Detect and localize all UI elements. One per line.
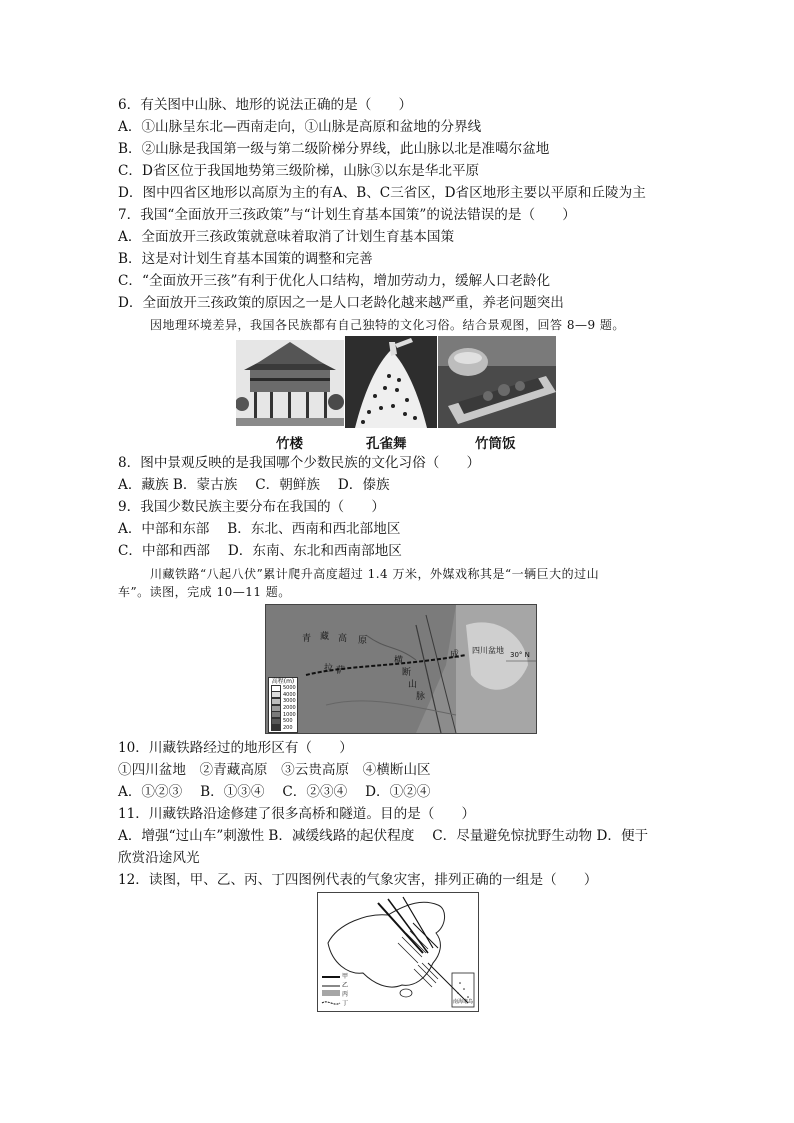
map-place-label: 拉 bbox=[324, 664, 334, 674]
legend-value: 3000 bbox=[283, 698, 296, 705]
q6-option-b: B．②山脉是我国第一级与第二级阶梯分界线，此山脉以北是准噶尔盆地 bbox=[118, 141, 550, 157]
q6-stem: 6．有关图中山脉、地形的说法正确的是（ ） bbox=[118, 97, 413, 113]
q11-stem: 11．川藏铁路沿途修建了很多高桥和隧道。目的是（ ） bbox=[118, 806, 476, 822]
inset-label: 南海诸岛 bbox=[453, 999, 474, 1005]
photo-bamboo-rice bbox=[438, 336, 556, 428]
map-place-label: 横 bbox=[394, 656, 404, 666]
caption-bamboo-house: 竹楼 bbox=[276, 436, 303, 452]
sichuan-tibet-relief-map bbox=[265, 604, 537, 734]
q11-options-line1: A．增强“过山车”刺激性 B．减缓线路的起伏程度 C．尽量避免惊扰野生动物 D．便于 bbox=[118, 828, 649, 844]
q7-stem: 7．我国“全面放开三孩政策”与“计划生育基本国策”的说法错误的是（ ） bbox=[118, 207, 576, 223]
legend-value: 200 bbox=[283, 724, 293, 731]
q7-option-d: D．全面放开三孩政策的原因之一是人口老龄化越来越严重，养老问题突出 bbox=[118, 295, 564, 311]
q11-options-line2: 欣赏沿途风光 bbox=[118, 850, 200, 866]
legend-value: 5000 bbox=[283, 685, 296, 692]
latitude-label: 30° N bbox=[510, 651, 530, 659]
q10-options: A．①②③ B．①③④ C．②③④ D．①②④ bbox=[118, 784, 431, 800]
weather-disaster-map bbox=[317, 892, 479, 1012]
map-place-label: 脉 bbox=[416, 692, 426, 702]
legend-swatch bbox=[271, 724, 281, 731]
q10-items: ①四川盆地 ②青藏高原 ③云贵高原 ④横断山区 bbox=[118, 762, 431, 778]
disaster-legend-label: 甲 bbox=[342, 973, 349, 980]
elevation-legend bbox=[268, 677, 298, 733]
q9-options-ab: A．中部和东部 B．东北、西南和西北部地区 bbox=[118, 521, 401, 537]
map-place-label: 原 bbox=[358, 636, 368, 646]
q9-stem: 9．我国少数民族主要分布在我国的（ ） bbox=[118, 499, 385, 515]
q8-options: A．藏族 B．蒙古族 C．朝鲜族 D．傣族 bbox=[118, 477, 390, 493]
legend-value: 2000 bbox=[283, 705, 296, 712]
legend-value: 4000 bbox=[283, 691, 296, 698]
legend-row bbox=[269, 725, 297, 732]
q6-option-d: D．图中四省区地形以高原为主的有A、B、C三省区，D省区地形主要以平原和丘陵为主 bbox=[118, 185, 646, 201]
map-place-label: 高 bbox=[338, 634, 348, 644]
disaster-legend-label: 丁 bbox=[342, 1000, 349, 1007]
caption-peacock-dance: 孔雀舞 bbox=[366, 436, 407, 452]
map-place-label: 藏 bbox=[320, 632, 330, 642]
intro-10-11-line1: 川藏铁路“八起八伏”累计爬升高度超过 1.4 万米，外媒戏称其是“一辆巨大的过山 bbox=[150, 567, 600, 581]
q9-options-cd: C．中部和西部 D．东南、东北和西南部地区 bbox=[118, 543, 402, 559]
q7-option-a: A．全面放开三孩政策就意味着取消了计划生育基本国策 bbox=[118, 229, 455, 245]
legend-value: 500 bbox=[283, 718, 293, 725]
q8-stem: 8．图中景观反映的是我国哪个少数民族的文化习俗（ ） bbox=[118, 455, 481, 471]
q12-stem: 12．读图，甲、乙、丙、丁四图例代表的气象灾害，排列正确的一组是（ ） bbox=[118, 872, 598, 888]
q6-option-c: C．D省区位于我国地势第三级阶梯，山脉③以东是华北平原 bbox=[118, 163, 480, 179]
q7-option-b: B．这是对计划生育基本国策的调整和完善 bbox=[118, 251, 373, 267]
caption-bamboo-rice: 竹筒饭 bbox=[475, 436, 516, 452]
map-place-label: 成 bbox=[450, 650, 460, 660]
map-place-label: 山 bbox=[408, 680, 418, 690]
disaster-legend-label: 丙 bbox=[342, 991, 349, 998]
disaster-legend-label: 乙 bbox=[342, 982, 349, 989]
photo-peacock-dance bbox=[345, 336, 437, 428]
map-place-label: 萨 bbox=[336, 666, 346, 676]
intro-10-11-line2: 车”。读图，完成 10—11 题。 bbox=[118, 585, 291, 599]
legend-title: 高程(m) bbox=[271, 678, 295, 685]
map-place-label: 断 bbox=[402, 668, 412, 678]
intro-8-9: 因地理环境差异，我国各民族都有自己独特的文化习俗。结合景观图，回答 8—9 题。 bbox=[150, 318, 625, 332]
q10-stem: 10．川藏铁路经过的地形区有（ ） bbox=[118, 740, 353, 756]
map-place-label: 青 bbox=[302, 634, 312, 644]
photo-bamboo-house bbox=[236, 340, 344, 426]
sichuan-basin-label: 四川盆地 bbox=[472, 646, 504, 655]
legend-value: 1000 bbox=[283, 711, 296, 718]
q7-option-c: C．“全面放开三孩”有利于优化人口结构，增加劳动力，缓解人口老龄化 bbox=[118, 273, 551, 289]
q6-option-a: A．①山脉呈东北—西南走向，①山脉是高原和盆地的分界线 bbox=[118, 119, 482, 135]
